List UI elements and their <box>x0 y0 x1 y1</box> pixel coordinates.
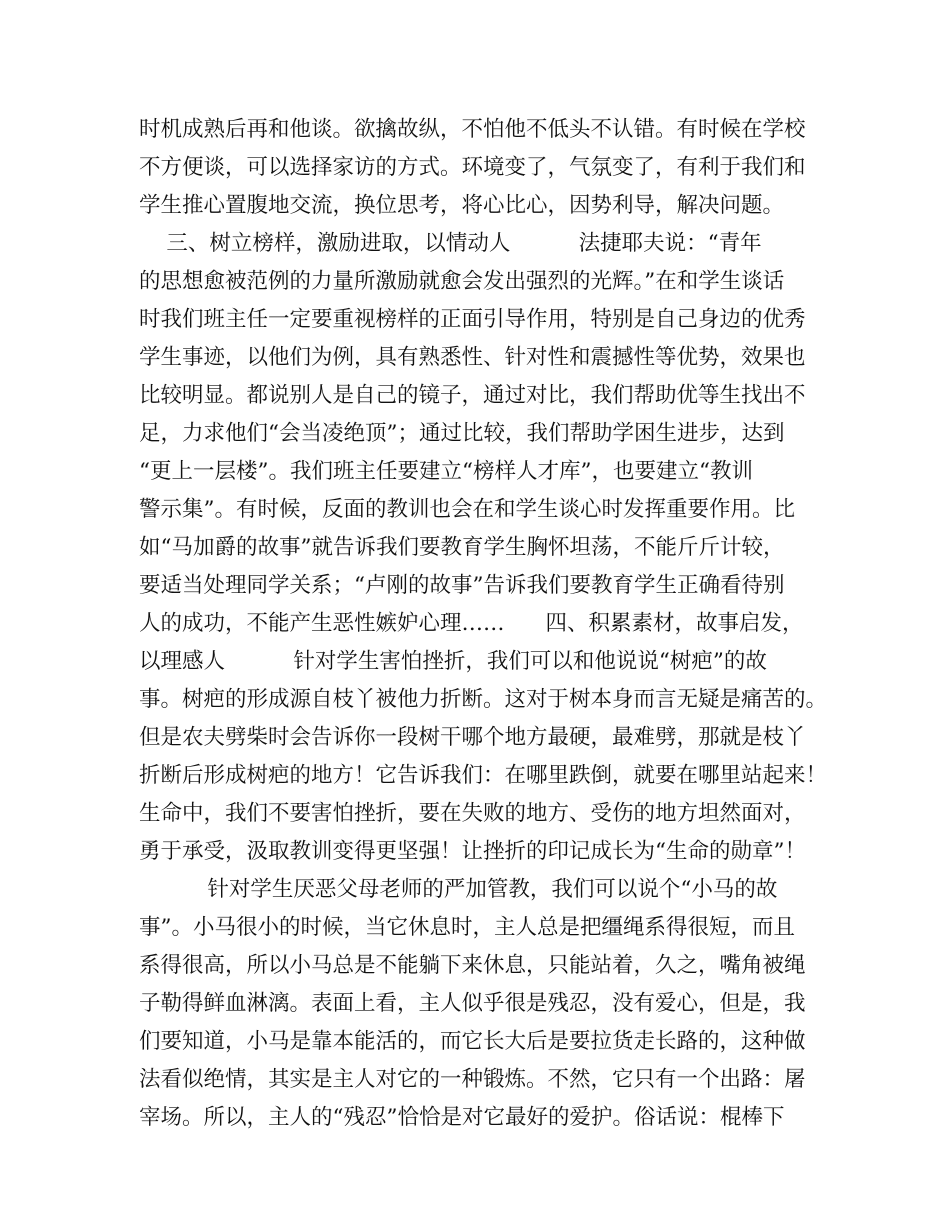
text-line: 学生事迹，以他们为例，具有熟悉性、针对性和震撼性等优势，效果也 <box>139 345 806 370</box>
text-line: 时机成熟后再和他谈。欲擒故纵，不怕他不低头不认错。有时候在学校 <box>139 117 806 142</box>
text-line: 勇于承受，汲取教训变得更坚强！让挫折的印记成长为“生命的勋章”！ <box>139 839 806 864</box>
text-line: 生命中，我们不要害怕挫折，要在失败的地方、受伤的地方坦然面对， <box>139 801 806 826</box>
section-heading-line: 三、树立榜样，激励进取，以情动人 法捷耶夫说：“青年 <box>139 231 762 256</box>
text-line: 们要知道，小马是靠本能活的，而它长大后是要拉货走长路的，这种做 <box>139 1029 806 1054</box>
text-line: 以理感人 针对学生害怕挫折，我们可以和他说说“树疤”的故 <box>139 649 767 674</box>
text-line: 子勒得鲜血淋漓。表面上看，主人似乎很是残忍，没有爱心，但是，我 <box>139 991 806 1016</box>
text-line: 宰场。所以，主人的“残忍”恰恰是对它最好的爱护。俗话说：棍棒下 <box>139 1105 785 1130</box>
text-line: 法看似绝情，其实是主人对它的一种锻炼。不然，它只有一个出路：屠 <box>139 1067 806 1092</box>
text-line: 事。树疤的形成源自枝丫被他力折断。这对于树本身而言无疑是痛苦的。 <box>139 687 828 712</box>
text-line: 学生推心置腹地交流，换位思考，将心比心，因势利导，解决问题。 <box>139 193 785 218</box>
text-line: 不方便谈，可以选择家访的方式。环境变了，气氛变了，有利于我们和 <box>139 155 806 180</box>
text-line: 要适当处理同学关系；“卢刚的故事”告诉我们要教育学生正确看待别 <box>139 573 785 598</box>
text-line: 足，力求他们“会当凌绝顶”；通过比较，我们帮助学困生进步，达到 <box>139 421 785 446</box>
text-line: 的思想愈被范例的力量所激励就愈会发出强烈的光辉。”在和学生谈话 <box>139 269 785 294</box>
text-line: 但是农夫劈柴时会告诉你一段树干哪个地方最硬，最难劈，那就是枝丫 <box>139 725 806 750</box>
text-line: 事”。小马很小的时候，当它休息时，主人总是把缰绳系得很短，而且 <box>139 915 795 940</box>
text-line: 折断后形成树疤的地方！它告诉我们：在哪里跌倒，就要在哪里站起来！ <box>139 763 828 788</box>
text-line: 针对学生厌恶父母老师的严加管教，我们可以说个“小马的故 <box>139 877 778 902</box>
text-line: 警示集”。有时候，反面的教训也会在和学生谈心时发挥重要作用。比 <box>139 497 795 522</box>
text-line: 时我们班主任一定要重视榜样的正面引导作用，特别是自己身边的优秀 <box>139 307 806 332</box>
text-line: “更上一层楼”。我们班主任要建立“榜样人才库”，也要建立“教训 <box>139 459 753 484</box>
text-line: 系得很高，所以小马总是不能躺下来休息，只能站着，久之，嘴角被绳 <box>139 953 806 978</box>
text-line: 比较明显。都说别人是自己的镜子，通过对比，我们帮助优等生找出不 <box>139 383 806 408</box>
section-heading-line: 人的成功，不能产生恶性嫉妒心理…… 四、积累素材，故事启发， <box>139 611 804 636</box>
text-line: 如“马加爵的故事”就告诉我们要教育学生胸怀坦荡，不能斤斤计较， <box>139 535 785 560</box>
